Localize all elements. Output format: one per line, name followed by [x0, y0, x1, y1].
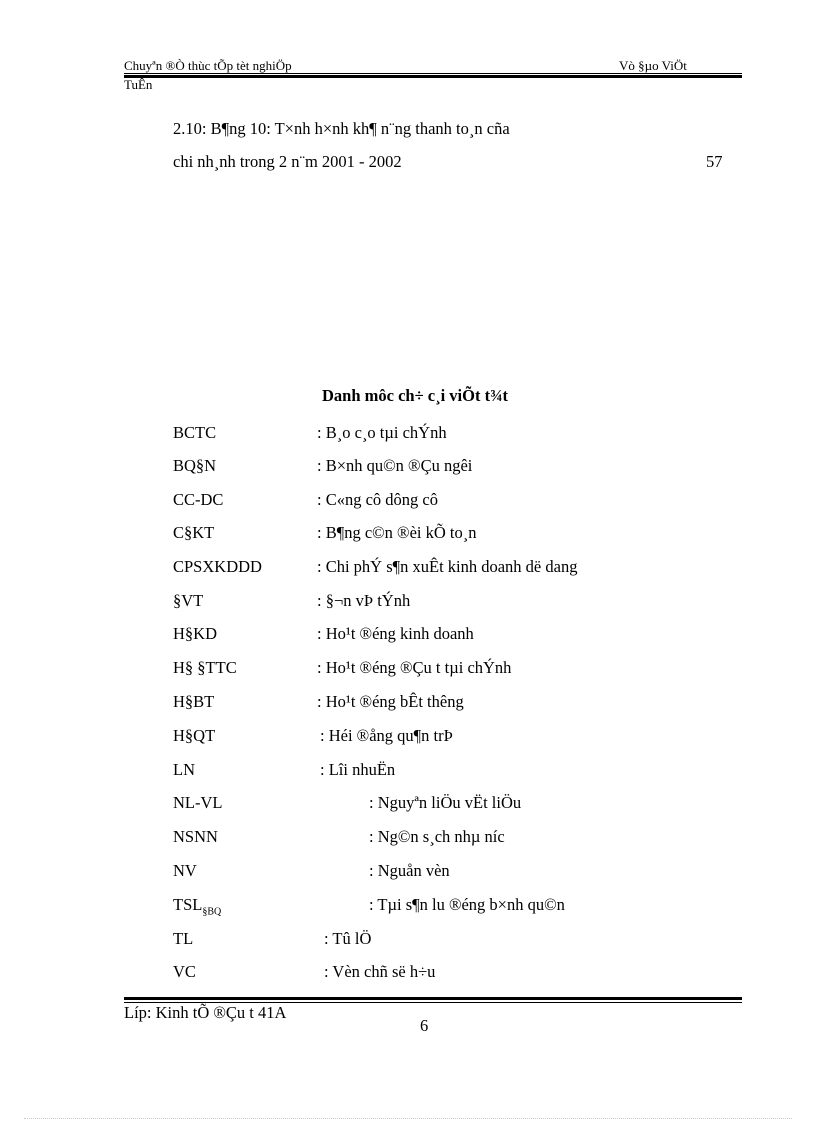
abbr-definition: : Vèn chñ së h÷u — [324, 962, 436, 981]
abbr-definition: : B×nh qu©n ®Çu ngêi — [317, 456, 473, 475]
abbr-term: H§QT — [173, 726, 216, 745]
abbr-term-subscript: §BQ — [202, 906, 222, 918]
abbr-term: NSNN — [173, 827, 218, 846]
abbr-definition: : Ho¹t ®éng bÊt thêng — [317, 692, 464, 711]
footer-class-label: Líp: Kinh tÕ ®Çu t 41A — [124, 1003, 287, 1022]
abbr-definition: : Nguån vèn — [369, 861, 450, 880]
header-rule-thick — [124, 75, 742, 78]
abbr-term: LN — [173, 760, 195, 779]
abbr-term: §VT — [173, 591, 204, 610]
footer-rule-thick — [124, 997, 742, 1000]
abbr-definition: : Ng©n s¸ch nhµ níc — [369, 827, 505, 846]
toc-entry-line1: 2.10: B¶ng 10: T×nh h×nh kh¶ n¨ng thanh to¸n cña — [173, 119, 510, 138]
abbr-term: NL-VL — [173, 793, 223, 812]
abbr-definition: : B¸o c¸o tµi chÝnh — [317, 423, 447, 442]
abbr-term: H§ §TTC — [173, 658, 237, 677]
toc-entry-page: 57 — [706, 152, 723, 171]
abbr-term: TSL — [173, 895, 203, 914]
abbr-term: BCTC — [173, 423, 217, 442]
abbr-term: CPSXKDDD — [173, 557, 262, 576]
abbr-definition: : Nguyªn liÖu vËt liÖu — [369, 793, 522, 812]
abbr-term: C§KT — [173, 523, 215, 542]
abbr-term: VC — [173, 962, 196, 981]
abbr-definition: : §¬n vÞ tÝnh — [317, 591, 411, 610]
header-left-line1: Chuyªn ®Ò thùc tÕp tèt nghiÖp — [124, 58, 292, 73]
header-left-line2: TuÊn — [124, 77, 153, 92]
page-bottom-dotted-border — [24, 1118, 792, 1119]
abbr-definition: : Héi ®ång qu¶n trÞ — [320, 726, 453, 745]
abbr-definition: : B¶ng c©n ®èi kÕ to¸n — [317, 523, 477, 542]
abbreviations-title: Danh môc ch÷ c¸i viÕt t¾t — [322, 386, 508, 405]
abbr-definition: : Ho¹t ®éng ®Çu t tµi chÝnh — [317, 658, 512, 677]
abbr-term: H§BT — [173, 692, 215, 711]
abbr-definition: : Ho¹t ®éng kinh doanh — [317, 624, 474, 643]
abbr-definition: : Lîi nhuËn — [320, 760, 396, 779]
abbr-term: CC-DC — [173, 490, 224, 509]
abbr-term: TL — [173, 929, 194, 948]
abbr-term: BQ§N — [173, 456, 217, 475]
abbr-term-with-subscript — [173, 895, 221, 917]
abbr-definition: : Tµi s¶n lu ®éng b×nh qu©n — [369, 895, 565, 914]
toc-entry-line2: chi nh¸nh trong 2 n¨m 2001 - 2002 — [173, 152, 402, 171]
header-rule-thin — [124, 73, 742, 74]
page-number: 6 — [420, 1016, 429, 1035]
abbr-definition: : Tû lÖ — [324, 929, 372, 948]
abbr-definition: : C«ng cô dông cô — [317, 490, 438, 509]
abbr-term: NV — [173, 861, 197, 880]
abbr-term: H§KD — [173, 624, 217, 643]
abbr-definition: : Chi phÝ s¶n xuÊt kinh doanh dë dang — [317, 557, 578, 576]
header-right: Vò §µo ViÖt — [619, 58, 687, 73]
